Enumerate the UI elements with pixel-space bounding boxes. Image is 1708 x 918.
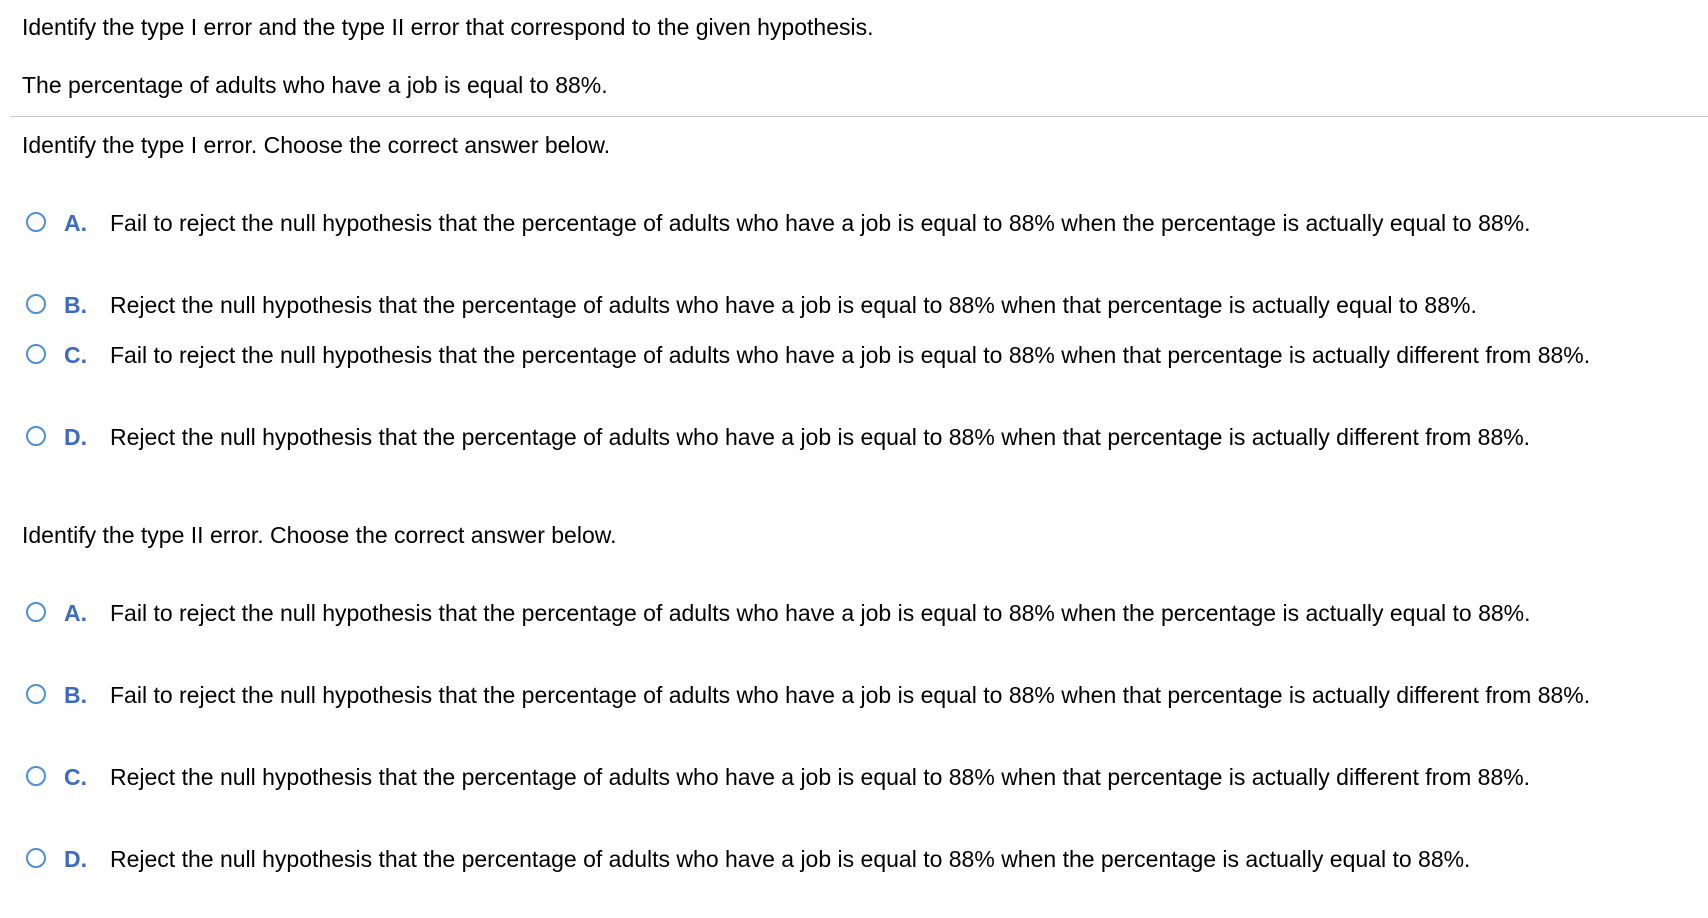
option-text: Reject the null hypothesis that the percentage of adults who have a job is equal to 88% when that percentage is actually equal to 88%. bbox=[110, 292, 1477, 318]
option-text: Fail to reject the null hypothesis that the percentage of adults who have a job is equal to 88% when the percentage is actually equal to 88%. bbox=[110, 600, 1531, 626]
option-text: Fail to reject the null hypothesis that the percentage of adults who have a job is equal to 88% when the percentage is actually equal to 88%. bbox=[110, 210, 1531, 236]
part2-option-c[interactable] bbox=[26, 761, 1666, 825]
part2-option-d[interactable] bbox=[26, 843, 1666, 875]
radio-button-icon[interactable] bbox=[26, 344, 46, 364]
question-hypothesis: The percentage of adults who have a job is equal to 88%. bbox=[22, 72, 608, 98]
part1-option-a[interactable] bbox=[26, 207, 1666, 271]
part1-option-c[interactable] bbox=[26, 339, 1666, 403]
option-letter: B. bbox=[64, 682, 87, 708]
option-letter: A. bbox=[64, 210, 87, 236]
option-text: Reject the null hypothesis that the percentage of adults who have a job is equal to 88% when the percentage is actually equal to 88%. bbox=[110, 846, 1471, 872]
part2-option-a[interactable] bbox=[26, 597, 1666, 661]
option-letter: C. bbox=[64, 342, 87, 368]
radio-button-icon[interactable] bbox=[26, 848, 46, 868]
part1-option-d[interactable] bbox=[26, 421, 1666, 485]
radio-button-icon[interactable] bbox=[26, 602, 46, 622]
part2-prompt: Identify the type II error. Choose the correct answer below. bbox=[22, 522, 617, 548]
option-letter: A. bbox=[64, 600, 87, 626]
option-text: Fail to reject the null hypothesis that the percentage of adults who have a job is equal to 88% when that percentage is actually different from 88%. bbox=[110, 342, 1591, 368]
radio-button-icon[interactable] bbox=[26, 684, 46, 704]
option-text: Fail to reject the null hypothesis that the percentage of adults who have a job is equal to 88% when that percentage is actually different from 88%. bbox=[110, 682, 1591, 708]
part2-option-b[interactable] bbox=[26, 679, 1666, 743]
section-divider bbox=[10, 116, 1708, 117]
option-letter: D. bbox=[64, 846, 87, 872]
radio-button-icon[interactable] bbox=[26, 766, 46, 786]
radio-button-icon[interactable] bbox=[26, 294, 46, 314]
part1-option-b[interactable] bbox=[26, 289, 1666, 321]
option-text: Reject the null hypothesis that the percentage of adults who have a job is equal to 88% when that percentage is actually different from 88%. bbox=[110, 764, 1531, 790]
option-letter: B. bbox=[64, 292, 87, 318]
question-intro: Identify the type I error and the type II error that correspond to the given hypothesis. bbox=[22, 14, 874, 40]
option-letter: D. bbox=[64, 424, 87, 450]
radio-button-icon[interactable] bbox=[26, 212, 46, 232]
option-letter: C. bbox=[64, 764, 87, 790]
option-text: Reject the null hypothesis that the percentage of adults who have a job is equal to 88% when that percentage is actually different from 88%. bbox=[110, 424, 1531, 450]
radio-button-icon[interactable] bbox=[26, 426, 46, 446]
part1-prompt: Identify the type I error. Choose the correct answer below. bbox=[22, 132, 611, 158]
